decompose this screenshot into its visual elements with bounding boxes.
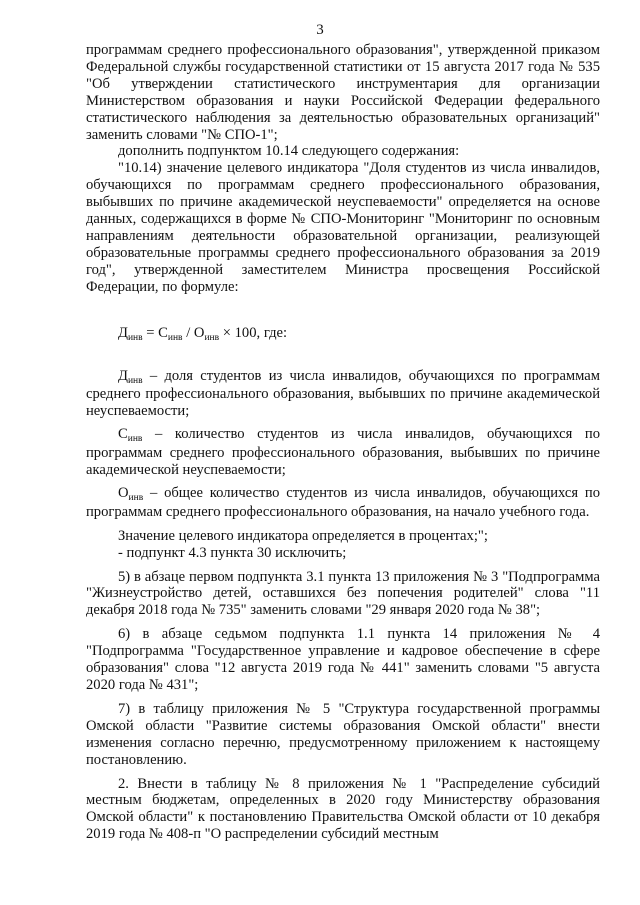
- definition-o: [86, 485, 600, 521]
- paragraph-section-2: 2. Внести в таблицу № 8 приложения № 1 "Распределение субсидий местным бюджетам, определенных в 2020 году Министерству образования Омской области" к постановлению Правительства Омской области от 10 декабря 2019 года № 408-п "О распределении субсидий местным: [86, 775, 600, 843]
- formula: [118, 325, 600, 344]
- formula-o: О: [193, 324, 205, 341]
- paragraph-1: программам среднего профессионального образования", утвержденной приказом Федеральной службы государственной статистики от 15 августа 2017 года № 535 "Об утверждении статистического инструментария для организации Министерством образования и науки Российской Федерации федерального статистического наблюдения за деятельностью образовательных организаций" заменить словами "№ СПО-1";: [86, 42, 600, 143]
- paragraph-exclude: - подпункт 4.3 пункта 30 исключить;: [118, 544, 347, 561]
- definition-c-sub: инв: [127, 434, 143, 445]
- formula-d-sub: инв: [127, 332, 143, 343]
- paragraph-3: "10.14) значение целевого индикатора "Доля студентов из числа инвалидов, обучающихся по программам среднего профессионального образования, выбывших по причине академической неуспеваемости" определяется на основе данных, содержащихся в форме № СПО-Мониторинг "Мониторинг по основным направлениям деятельности образовательной организации, реализующей образовательные программы среднего профессионального образования за 2019 год", утвержденной заместителем Министра просвещения Российской Федерации, по формуле:: [86, 160, 600, 295]
- definition-o-sub: инв: [128, 492, 144, 503]
- definition-c-text: – количество студентов из числа инвалидов, обучающихся по программам среднего профессионального образования, выбывших по причине академической неуспеваемости;: [86, 426, 600, 479]
- definition-d-sub: инв: [127, 375, 143, 386]
- paragraph-2: дополнить подпунктом 10.14 следующего содержания:: [118, 143, 460, 160]
- formula-div: /: [182, 324, 194, 341]
- formula-eq: =: [142, 324, 159, 341]
- formula-c: С: [158, 324, 168, 341]
- formula-o-sub: инв: [204, 332, 220, 343]
- definition-o-text: – общее количество студентов из числа инвалидов, обучающихся по программам среднего профессионального образования, на начало учебного года.: [86, 484, 600, 520]
- formula-d: Д: [118, 324, 128, 341]
- definition-d: [86, 368, 600, 421]
- definition-d-letter: Д: [118, 367, 128, 384]
- paragraph-item-5: 5) в абзаце первом подпункта 3.1 пункта 13 приложения № 3 "Подпрограмма "Жизнеустройство детей, оставшихся без попечения родителей" слова "11 декабря 2018 года № 735" заменить словами "29 января 2020 года № 38";: [86, 568, 600, 619]
- document-body: [86, 42, 600, 843]
- paragraph-item-7: 7) в таблицу приложения № 5 "Структура государственной программы Омской области "Развитие системы образования Омской области" внести изменения согласно перечню, предусмотренному приложением к настоящему постановлению.: [86, 700, 600, 768]
- definition-c: [86, 426, 600, 479]
- paragraph-item-6: 6) в абзаце седьмом подпункта 1.1 пункта 14 приложения № 4 "Подпрограмма "Государственное управление и кадровое обеспечение в сфере образования" слова "12 августа 2019 года № 441" заменить словами "5 августа 2020 года № 431";: [86, 626, 600, 693]
- definition-o-letter: О: [118, 484, 129, 501]
- definition-d-text: – доля студентов из числа инвалидов, обучающихся по программам среднего профессионального образования, выбывших по причине академической неуспеваемости;: [86, 367, 600, 420]
- paragraph-unit: Значение целевого индикатора определяется в процентах;";: [118, 527, 488, 544]
- definition-c-letter: С: [118, 426, 128, 443]
- formula-c-sub: инв: [167, 332, 183, 343]
- formula-tail: × 100, где:: [219, 324, 288, 341]
- page-number: 3: [316, 22, 324, 38]
